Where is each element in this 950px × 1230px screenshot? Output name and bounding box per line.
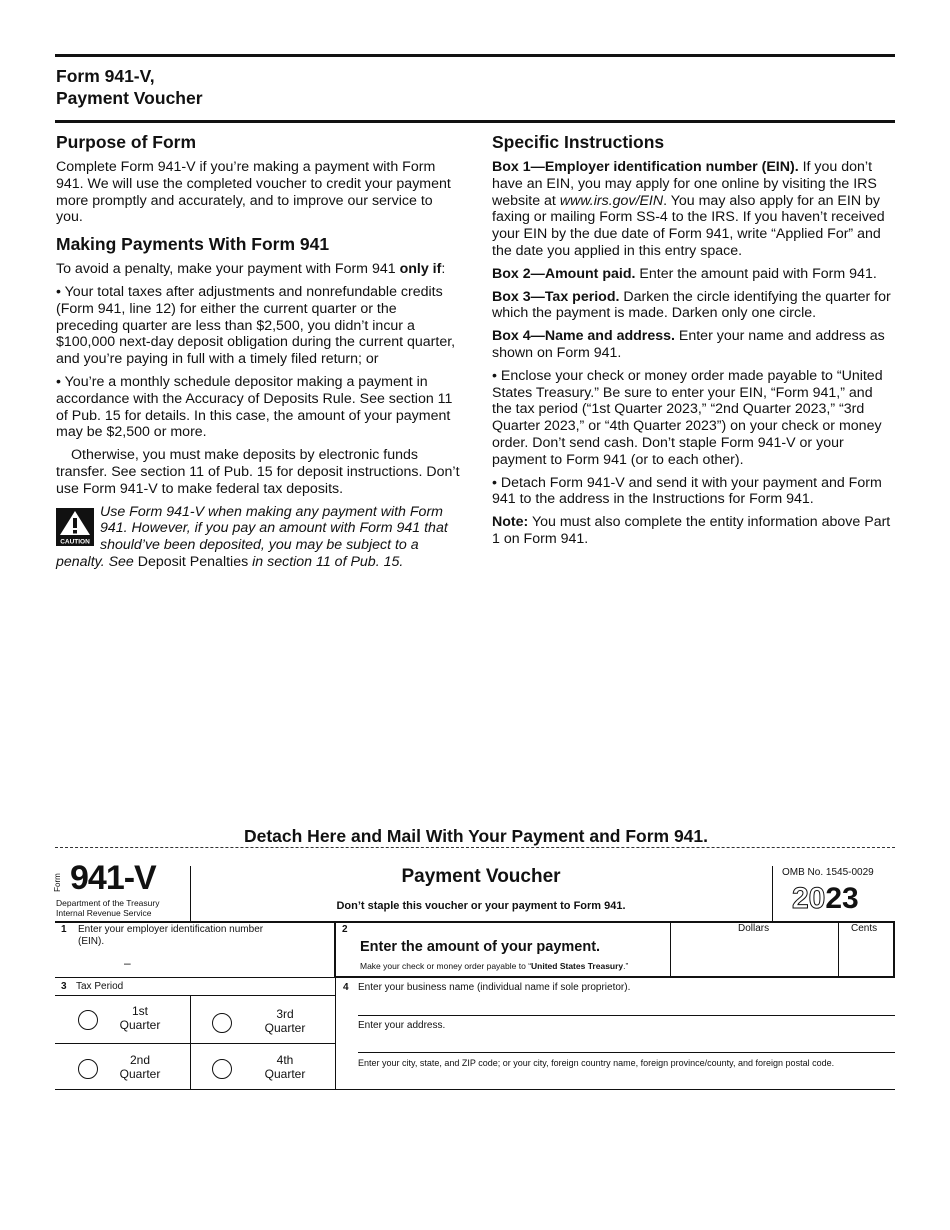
box2-text: Enter the amount paid with Form 941.: [635, 265, 877, 282]
box2-payee: United States Treasury: [531, 961, 624, 971]
caution-text-c: in section 11 of Pub. 15.: [248, 553, 404, 570]
caution-text: [56, 504, 460, 571]
business-name-input[interactable]: [358, 995, 895, 1015]
address-input[interactable]: [358, 1033, 895, 1052]
making-intro-text: To avoid a penalty, make your payment with Form 941: [56, 261, 400, 278]
q2-label: 2nd Quarter: [119, 1053, 161, 1081]
note-body: You must also complete the entity information above Part 1 on Form 941.: [492, 514, 891, 547]
q3-label: 3rd Quarter: [264, 1007, 306, 1035]
city-input[interactable]: [358, 1070, 895, 1089]
dept-line-2: Internal Revenue Service: [56, 908, 152, 918]
making-bullet-1: • Your total taxes after adjustments and nonrefundable credits (Form 941, line 12) for either the current quarter or the preceding quarter are less than $2,500, you didn’t incur a $100,000 next-day deposit obligation during the current quarter, and you’re paying in full with a timely filed return; or: [56, 283, 456, 368]
box2-subtext: [360, 961, 628, 971]
cents-label: Cents: [851, 923, 878, 934]
omb-number: OMB No. 1545-0029: [782, 867, 874, 878]
quarter-divider-horizontal: [55, 1043, 335, 1044]
tax-year-outline: 20: [792, 882, 826, 915]
business-name-line: [358, 1015, 895, 1016]
box4-label: Box 4—Name and address.: [492, 328, 675, 345]
purpose-text: Complete Form 941-V if you’re making a payment with Form 941. We will use the completed voucher to credit your payment more promptly and accurately, and to improve our service to you.: [56, 159, 451, 226]
box2-number: 2: [342, 924, 348, 935]
box1-instruction: [492, 159, 896, 260]
irs-ein-url: www.irs.gov/EIN: [559, 192, 664, 209]
header-rule: [55, 120, 895, 123]
box4-label-text: Enter your business name (individual name if sole proprietor).: [358, 982, 631, 993]
city-label: Enter your city, state, and ZIP code; or your city, foreign country name, foreign province/county, and foreign postal code.: [358, 1058, 835, 1068]
caution-block: [56, 504, 460, 571]
box3-instruction: [492, 289, 896, 323]
cents-input[interactable]: [839, 936, 893, 976]
specific-bullet-2: • Detach Form 941-V and send it with your payment and Form 941 to the address in the Instructions for Form 941.: [492, 474, 882, 508]
tax-year-bold: 23: [825, 882, 859, 915]
header-divider-right: [772, 866, 773, 921]
detach-instruction: Detach Here and Mail With Your Payment and Form 941.: [243, 826, 709, 846]
q1-radio[interactable]: [78, 1010, 98, 1030]
caution-icon: [56, 508, 94, 546]
address-label: Enter your address.: [358, 1020, 446, 1031]
specific-heading: Specific Instructions: [492, 132, 665, 152]
box3-right-border: [335, 977, 336, 1090]
specific-bullet-1: • Enclose your check or money order made payable to “United States Treasury.” Be sure to enter your EIN, “Form 941,” and the tax period (“1st Quarter 2023,” “2nd Quarter 2023,” “3rd Quarter 2023,” or “4th Quarter 2023”) on your check or money order. Don’t send cash. Don’t staple Form 941-V or your payment to Form 941 (or to each other).: [492, 367, 883, 468]
box3-label-text: Tax Period: [76, 981, 124, 992]
form-word: Form: [52, 873, 62, 892]
voucher-bottom-line: [55, 1089, 895, 1090]
form-number: 941-V: [70, 859, 156, 897]
box1-text-a: If you don’t have an EIN, you may apply for one online by visiting the IRS website at: [492, 159, 877, 209]
dollars-label: Dollars: [738, 923, 770, 934]
box3-text: Darken the circle identifying the quarter for which the payment is made. Darken only one circle.: [492, 288, 891, 322]
box2-title: Enter the amount of your payment.: [360, 939, 601, 955]
box4-instruction: [492, 328, 896, 362]
left-column: [56, 132, 460, 577]
address-line: [358, 1052, 895, 1053]
box3-label: Box 3—Tax period.: [492, 288, 620, 305]
title-line-2: Payment Voucher: [56, 88, 203, 108]
ein-input[interactable]: [56, 946, 334, 976]
making-payments-heading: Making Payments With Form 941: [56, 234, 330, 255]
title-line-1: Form 941-V,: [56, 66, 155, 86]
box2-right-border: [893, 921, 895, 978]
box4-text: Enter your name and address as shown on Form 941.: [492, 328, 885, 361]
box3-number: 3: [61, 981, 67, 992]
ein-dash: –: [124, 956, 131, 970]
dollars-input[interactable]: [671, 936, 838, 976]
tax-year: [792, 881, 859, 917]
box1-number: 1: [61, 924, 67, 935]
purpose-heading: Purpose of Form: [56, 132, 197, 152]
box2-subtext-c: .”: [623, 961, 629, 971]
box1-text-b: . You may also apply for an EIN by faxing or mailing Form SS-4 to the IRS. If you haven’t received your EIN by the due date of Form 941, write “Applied For” and the date you applied in this entry space.: [492, 192, 885, 259]
caution-text-b: Deposit Penalties: [137, 553, 249, 570]
note-text: [492, 514, 896, 548]
q4-label: 4th Quarter: [264, 1053, 306, 1081]
making-bullet-2: • You’re a monthly schedule depositor making a payment in accordance with the Accuracy of Deposits Rule. See section 11 of Pub. 15 for details. In this case, the amount of your payment may be $2,500 or more.: [56, 373, 453, 441]
box1-label: Box 1—Employer identification number (EIN).: [492, 159, 799, 175]
box2-label: Box 2—Amount paid.: [492, 265, 636, 282]
box2-instruction: [492, 266, 896, 283]
note-label: Note:: [492, 514, 529, 531]
page-title: [56, 65, 456, 109]
cut-line: [55, 847, 895, 848]
q1-label: 1st Quarter: [119, 1004, 161, 1032]
box2-subtext-a: Make your check or money order payable to “: [360, 961, 532, 971]
box4-number: 4: [343, 982, 349, 993]
caution-text-a: Use Form 941-V when making any payment with Form 941. However, if you pay an amount with Form 941 that should’ve been deposited, you may be subject to a penalty. See: [56, 503, 448, 570]
making-intro: [56, 261, 460, 278]
only-if-bold: only if: [399, 261, 442, 278]
caution-label: CAUTION: [60, 538, 90, 546]
box1-label-text: Enter your employer identification number (EIN).: [78, 924, 264, 947]
box2-left-border: [334, 921, 336, 978]
voucher-title: Payment Voucher: [401, 866, 561, 887]
q3-radio[interactable]: [212, 1013, 232, 1033]
otherwise-text: Otherwise, you must make deposits by electronic funds transfer. See section 11 of Pub. 15 for deposit instructions. Don’t use Form 941-V to make federal tax deposits.: [56, 447, 460, 497]
no-staple-note: Don’t staple this voucher or your payment to Form 941.: [336, 900, 626, 912]
q2-radio[interactable]: [78, 1059, 98, 1079]
dept-line-1: Department of the Treasury: [56, 898, 160, 908]
q4-radio[interactable]: [212, 1059, 232, 1079]
right-column: [492, 132, 896, 554]
box1-bottom-line: [55, 977, 335, 978]
making-intro-end: :: [441, 261, 446, 278]
top-rule: [55, 54, 895, 57]
box2-bottom-line: [334, 976, 895, 978]
box3-header-line: [55, 995, 335, 996]
